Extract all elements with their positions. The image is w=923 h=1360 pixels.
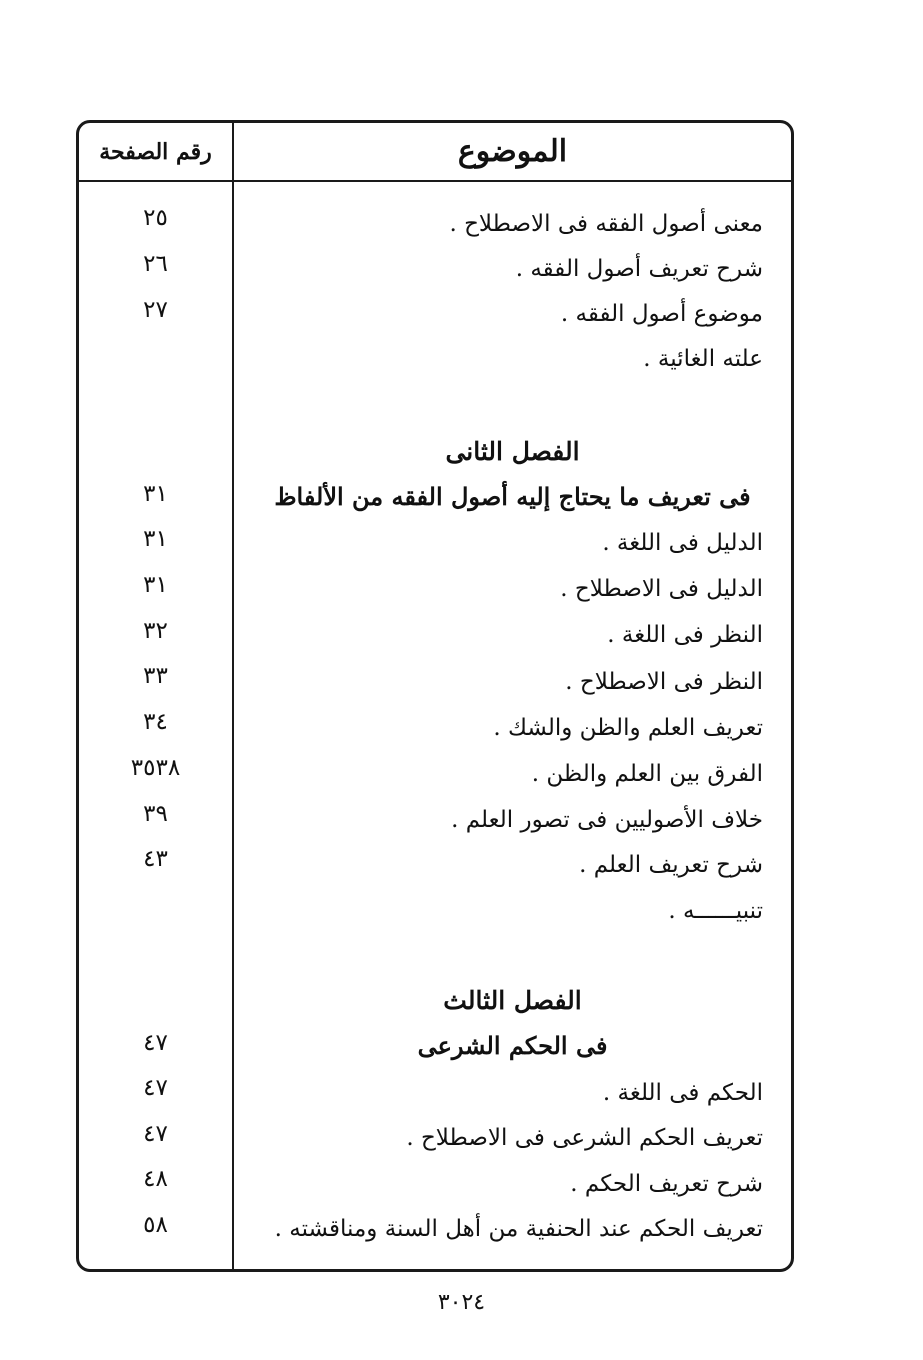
column-divider bbox=[232, 123, 234, 1269]
topic-entry: شرح تعريف أصول الفقه . bbox=[515, 256, 763, 282]
topic-column-header: الموضوع bbox=[457, 134, 568, 169]
page-number: ٢٧ bbox=[143, 297, 168, 323]
page-number: ٤٨ bbox=[143, 1166, 168, 1192]
topic-entry: شرح تعريف الحكم . bbox=[570, 1171, 763, 1197]
page-number: ٣١ bbox=[143, 481, 168, 507]
topic-entry: تعريف الحكم الشرعى فى الاصطلاح . bbox=[406, 1125, 763, 1151]
topic-entry: الفرق بين العلم والظن . bbox=[531, 761, 763, 787]
topic-entry: الدليل فى الاصطلاح . bbox=[560, 576, 763, 602]
topic-entry: تعريف الحكم عند الحنفية من أهل السنة ومناقشته . bbox=[274, 1216, 763, 1242]
topic-entry: النظر فى الاصطلاح . bbox=[565, 669, 763, 695]
page-number: ٤٧ bbox=[143, 1030, 168, 1056]
topic-entry: خلاف الأصوليين فى تصور العلم . bbox=[451, 807, 763, 833]
topic-entry: الحكم فى اللغة . bbox=[602, 1080, 763, 1106]
header-divider bbox=[79, 180, 791, 182]
chapter-heading: الفصل الثالث bbox=[443, 986, 582, 1015]
topic-entry: شرح تعريف العلم . bbox=[579, 852, 763, 878]
topic-entry: موضوع أصول الفقه . bbox=[560, 301, 763, 327]
page-number: ٢٦ bbox=[143, 251, 168, 277]
page-number: ٣١ bbox=[143, 526, 168, 552]
page-number: ٤٧ bbox=[143, 1121, 168, 1147]
page-number: ٣١ bbox=[143, 572, 168, 598]
topic-entry: الدليل فى اللغة . bbox=[602, 530, 763, 556]
topic-entry: تنبيــــــه . bbox=[668, 898, 763, 924]
page-number: ٣٣ bbox=[143, 663, 168, 689]
page-number: ٤٧ bbox=[143, 1075, 168, 1101]
contents-table bbox=[76, 120, 794, 1272]
page-number: ٤٣ bbox=[143, 846, 168, 872]
chapter-subheading: فى الحكم الشرعى bbox=[417, 1031, 608, 1060]
chapter-heading: الفصل الثانى bbox=[445, 437, 580, 466]
page-number: ٣٩ bbox=[143, 801, 168, 827]
page-number: ٣٥٣٨ bbox=[130, 755, 181, 781]
topic-entry: النظر فى اللغة . bbox=[607, 622, 763, 648]
topic-entry: علته الغائية . bbox=[643, 346, 763, 372]
page-number: ٣٤ bbox=[143, 709, 168, 735]
page-footer-number: ٣٠٢٤ bbox=[437, 1290, 486, 1315]
chapter-subheading: فى تعريف ما يحتاج إليه أصول الفقه من الألفاظ bbox=[274, 482, 751, 511]
page-number: ٥٨ bbox=[143, 1212, 168, 1238]
topic-entry: معنى أصول الفقه فى الاصطلاح . bbox=[449, 211, 763, 237]
page-number: ٢٥ bbox=[143, 205, 168, 231]
page-column-header: رقم الصفحة bbox=[99, 138, 212, 165]
topic-entry: تعريف العلم والظن والشك . bbox=[493, 715, 763, 741]
page-number: ٣٢ bbox=[143, 618, 168, 644]
